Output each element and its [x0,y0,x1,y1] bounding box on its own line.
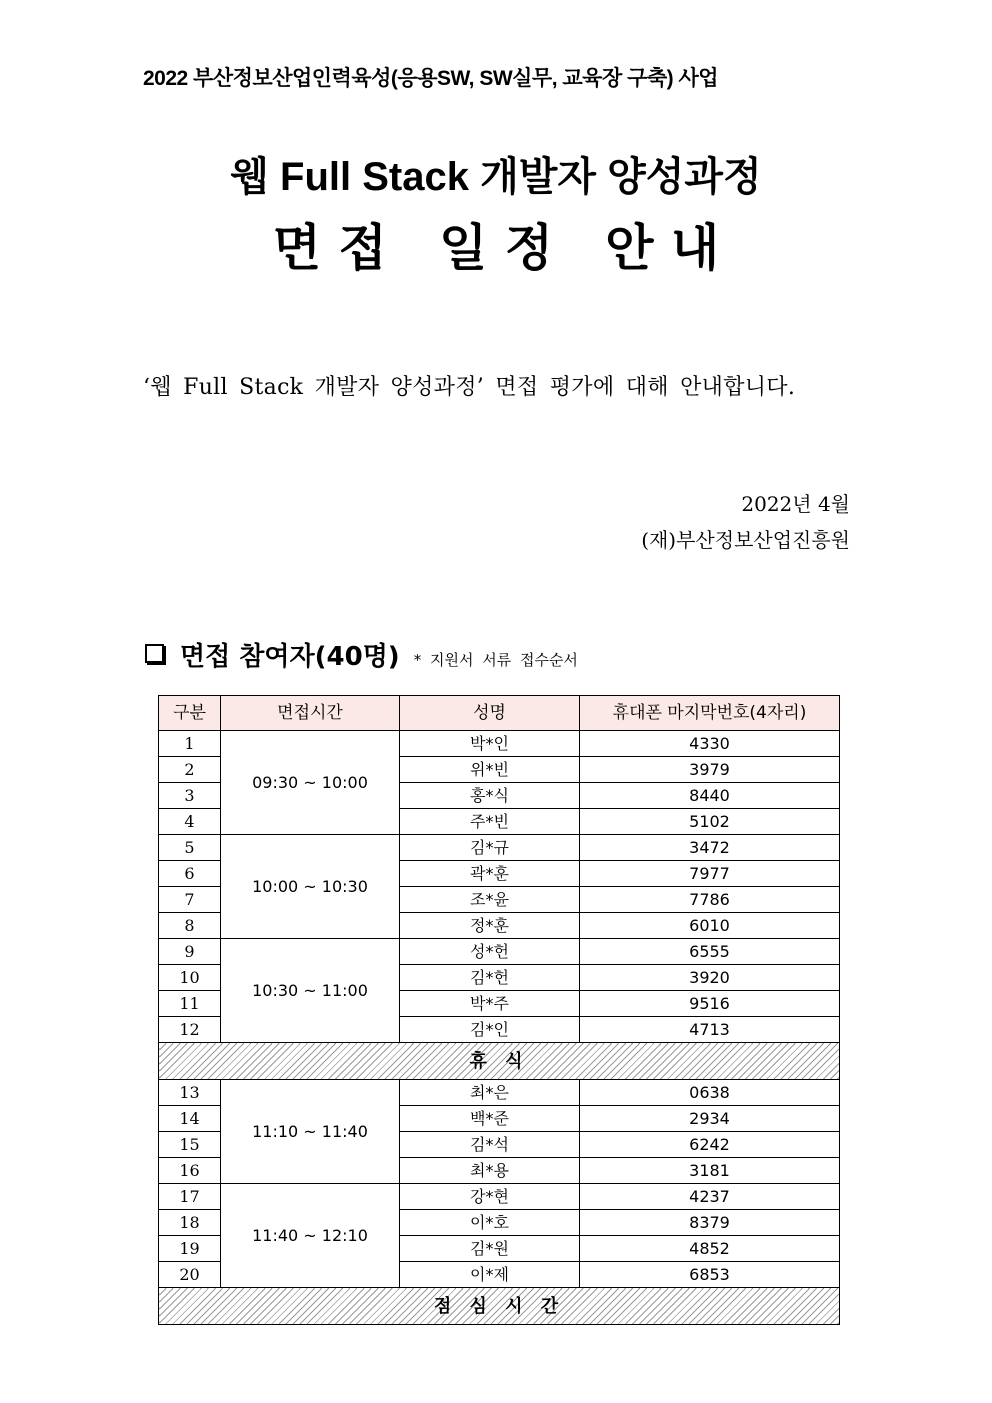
table-row [159,939,840,965]
row-number: 1 [159,731,221,757]
row-number: 12 [159,1017,221,1043]
interview-time: 11:10 ~ 11:40 [221,1080,400,1184]
interview-schedule-table [158,695,840,1325]
phone-last-digits: 3920 [580,965,840,991]
applicant-name: 박*주 [400,991,580,1017]
row-number: 16 [159,1158,221,1184]
interview-time: 10:30 ~ 11:00 [221,939,400,1043]
applicant-name: 홍*식 [400,783,580,809]
phone-last-digits: 6853 [580,1262,840,1288]
phone-last-digits: 7786 [580,887,840,913]
phone-last-digits: 2934 [580,1106,840,1132]
program-line: 2022 부산정보산업인력육성(응용SW, SW실무, 교육장 구축) 사업 [143,67,719,90]
applicant-name: 김*인 [400,1017,580,1043]
phone-last-digits: 8440 [580,783,840,809]
row-number: 9 [159,939,221,965]
row-number: 20 [159,1262,221,1288]
table-row [159,1184,840,1210]
applicant-name: 강*현 [400,1184,580,1210]
row-number: 17 [159,1184,221,1210]
intro-text: ‘웹 Full Stack 개발자 양성과정’ 면접 평가에 대해 안내합니다. [143,375,796,400]
break-row [159,1043,840,1080]
lunch-row [159,1288,840,1325]
applicant-name: 김*석 [400,1132,580,1158]
phone-last-digits: 7977 [580,861,840,887]
issuing-organization: (재)부산정보산업진흥원 [641,528,850,552]
phone-last-digits: 4713 [580,1017,840,1043]
phone-last-digits: 3181 [580,1158,840,1184]
applicant-name: 박*인 [400,731,580,757]
applicant-name: 곽*훈 [400,861,580,887]
section-note: * 지원서 서류 접수순서 [413,651,578,669]
applicant-name: 김*규 [400,835,580,861]
document-subtitle: 면 접 일 정 안 내 [272,219,720,277]
row-number: 2 [159,757,221,783]
phone-last-digits: 4237 [580,1184,840,1210]
table-row [159,835,840,861]
phone-last-digits: 6242 [580,1132,840,1158]
phone-last-digits: 3979 [580,757,840,783]
lunch-label: 점 심 시 간 [159,1288,840,1325]
phone-last-digits: 6010 [580,913,840,939]
row-number: 10 [159,965,221,991]
interview-time: 11:40 ~ 12:10 [221,1184,400,1288]
applicant-name: 이*제 [400,1262,580,1288]
row-number: 5 [159,835,221,861]
applicant-name: 조*윤 [400,887,580,913]
applicant-name: 성*헌 [400,939,580,965]
applicant-name: 위*빈 [400,757,580,783]
phone-last-digits: 6555 [580,939,840,965]
applicant-name: 정*훈 [400,913,580,939]
phone-last-digits: 8379 [580,1210,840,1236]
interview-time: 10:00 ~ 10:30 [221,835,400,939]
applicant-name: 백*준 [400,1106,580,1132]
column-header-phone: 휴대폰 마지막번호(4자리) [580,696,840,731]
table-header-row [159,696,840,731]
phone-last-digits: 4852 [580,1236,840,1262]
break-label: 휴 식 [159,1043,840,1080]
applicant-name: 최*은 [400,1080,580,1106]
row-number: 8 [159,913,221,939]
row-number: 11 [159,991,221,1017]
document-title: 웹 Full Stack 개발자 양성과정 [230,155,762,199]
row-number: 19 [159,1236,221,1262]
phone-last-digits: 4330 [580,731,840,757]
row-number: 4 [159,809,221,835]
applicant-name: 이*호 [400,1210,580,1236]
issue-date: 2022년 4월 [741,492,850,516]
section-heading [145,636,578,673]
column-header-name: 성명 [400,696,580,731]
row-number: 6 [159,861,221,887]
applicant-name: 김*원 [400,1236,580,1262]
row-number: 3 [159,783,221,809]
applicant-name: 최*용 [400,1158,580,1184]
phone-last-digits: 9516 [580,991,840,1017]
phone-last-digits: 3472 [580,835,840,861]
phone-last-digits: 0638 [580,1080,840,1106]
row-number: 7 [159,887,221,913]
phone-last-digits: 5102 [580,809,840,835]
row-number: 14 [159,1106,221,1132]
row-number: 18 [159,1210,221,1236]
interview-time: 09:30 ~ 10:00 [221,731,400,835]
table-row [159,1080,840,1106]
applicant-name: 김*헌 [400,965,580,991]
row-number: 13 [159,1080,221,1106]
table-row [159,731,840,757]
applicant-name: 주*빈 [400,809,580,835]
square-box-icon [145,644,164,663]
column-header-time: 면접시간 [221,696,400,731]
section-title: 면접 참여자(40명) [180,642,400,672]
column-header-no: 구분 [159,696,221,731]
row-number: 15 [159,1132,221,1158]
